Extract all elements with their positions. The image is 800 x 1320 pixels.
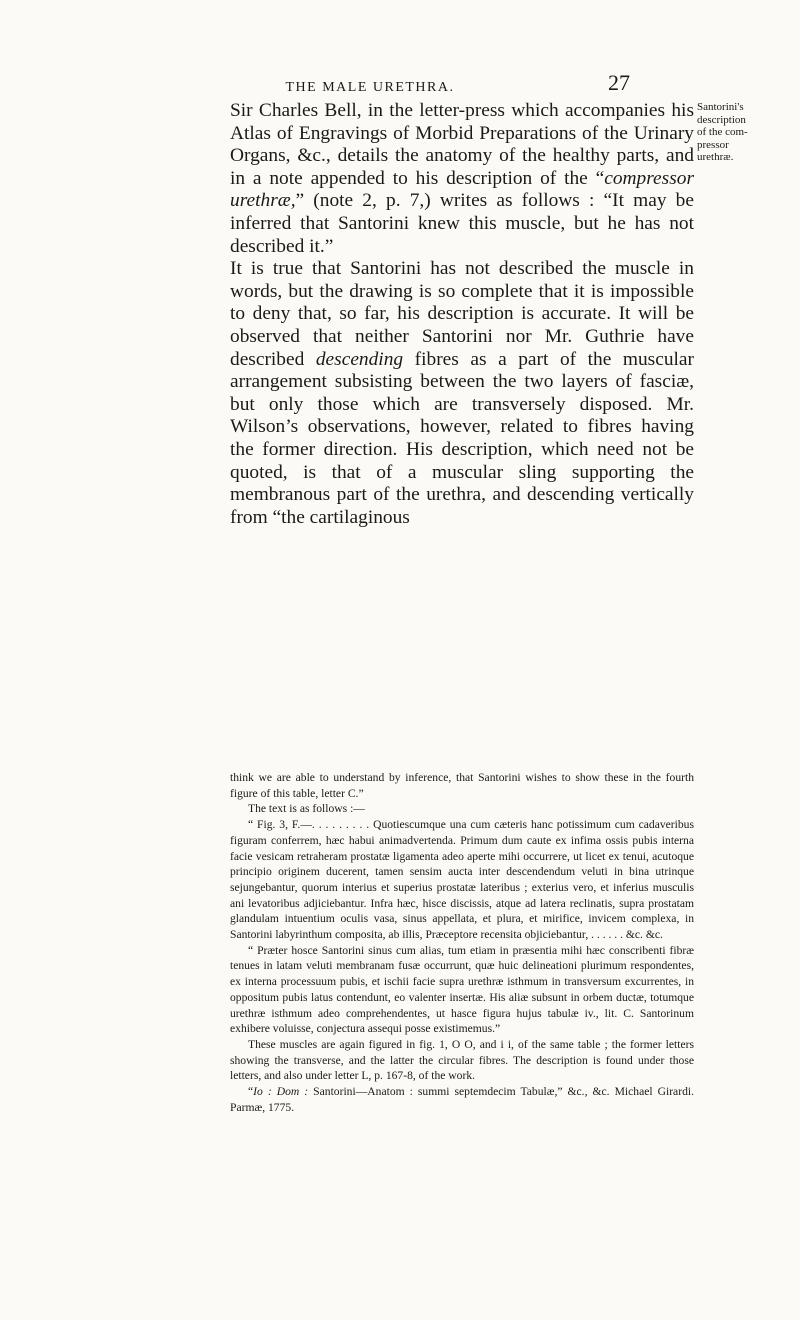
running-title: THE MALE URETHRA.	[285, 80, 455, 95]
paragraph-2-text-b: fibres as a part of the muscular arrangement subsisting between the two layers of fasciæ, but only those which are transversely disposed. Mr. Wilson’s observations, however, related to fibres having the former direction. His description, which need not be quoted, is that of a muscular sling supporting the membranous part of the urethra, and descending vertically from “the cartilaginous	[230, 348, 694, 528]
marginal-note-line: description	[697, 113, 746, 126]
footnote-line: These muscles are again figured in fig. 1, O O, and i i, of the same table ; the former letters showing the transverse, and the latter the circular fibres. The description is found under those letters, and also under letter L, p. 167-8, of the work.	[230, 1037, 694, 1083]
footnote	[230, 770, 694, 1115]
marginal-note-line: pressor	[697, 138, 729, 151]
marginal-note	[697, 101, 797, 164]
footnote-latin-quote-2: “ Præter hosce Santorini sinus cum alias, tum etiam in præsentia mihi hæc conscribenti fibræ tenues in latam veluti membranam fusæ occurrunt, quæ huic delineationi plurimum respondentes, ex interna processuum pubis, et ischii facie supra urethræ isthmum in transversum excurrentes, in oppositum pubis latus contendunt, eo valenter insertæ. His aliæ subsunt in orbem ductæ, totumque urethræ isthmum adeo comprehendentes, ut hasce figura hujus tabulæ iv., lit. C. Santorinum exhibere voluisse, conjectura assequi posse existimemus.”	[230, 943, 694, 1036]
main-text	[230, 100, 694, 529]
marginal-note-line: urethræ.	[697, 151, 734, 163]
paragraph-2-text-a: It is true that Santorini has not described the muscle in words, but the drawing is so complete that it is impossible to deny that, so far, his description is accurate. It will be observed that neither Santorini nor Mr. Guthrie have described	[230, 258, 694, 370]
footnote-line: The text is as follows :—	[248, 802, 365, 816]
footnote-citation: “Io : Dom : Santorini—Anatom : summi septemdecim Tabulæ,” &c., &c. Michael Girardi. Parmæ, 1775.	[230, 1085, 694, 1114]
footnote-line: think we are able to understand by inference, that Santorini wishes to show these in the fourth figure of this table, letter C.”	[230, 771, 694, 800]
paragraph-1-text-a: Sir Charles Bell, in the letter-press which accompanies his Atlas of Engravings of Morbid Preparations of the Urinary Organs, &c., details the anatomy of the healthy parts, and in a note appended to his description of the “	[230, 100, 694, 189]
marginal-note-line: of the com-	[697, 126, 748, 138]
footnote-citation-italic: Io : Dom :	[253, 1085, 309, 1099]
footnote-latin-quote-1: “ Fig. 3, F.—. . . . . . . . . Quotiescumque una cum cæteris hanc potissimum cum cadaveribus figuram conferrem, hæc habui animadvertenda. Primum dum caute ex infima ossis pubis interna facie vesicam retraheram prostatæ ligamenta adeo aperte mihi occurrere, ut licet ex tenui, acutoque principio originem ducerent, tamen sensim aucta inter descendendum veluti in bina utrinque sejungebantur, quorum interius et superius prostatæ lateribus ; exterius vero, et inferius musculis ani levatoribus adjiciebantur. Infra hæc, hisce discissis, atque ad latera reclinatis, supra prostatam glandulam intuentium oculis vasa, sinus appellata, et plura, et mirifice, invicem complexa, in Santorini labyrinthum composita, ab illis, Præceptore recensita objiciebantur, . . . . . . &c. &c.	[230, 818, 694, 942]
paragraph-1-text-b: ” (note 2, p. 7,) writes as follows : “It may be inferred that Santorini knew this muscle, but he has not described it.”	[230, 190, 694, 257]
paragraph-2	[230, 258, 694, 529]
footnote-citation-text: Santorini—Anatom : summi septemdecim Tabulæ,” &c., &c. Michael Girardi. Parmæ, 1775.	[230, 1085, 694, 1114]
paragraph-1	[230, 100, 694, 258]
paragraph-2-italic: descending	[315, 348, 404, 370]
marginal-note-line: Santorini's	[697, 101, 744, 113]
page-number: 27	[608, 70, 630, 95]
paragraph-1-italic: compressor urethræ,	[230, 167, 694, 212]
